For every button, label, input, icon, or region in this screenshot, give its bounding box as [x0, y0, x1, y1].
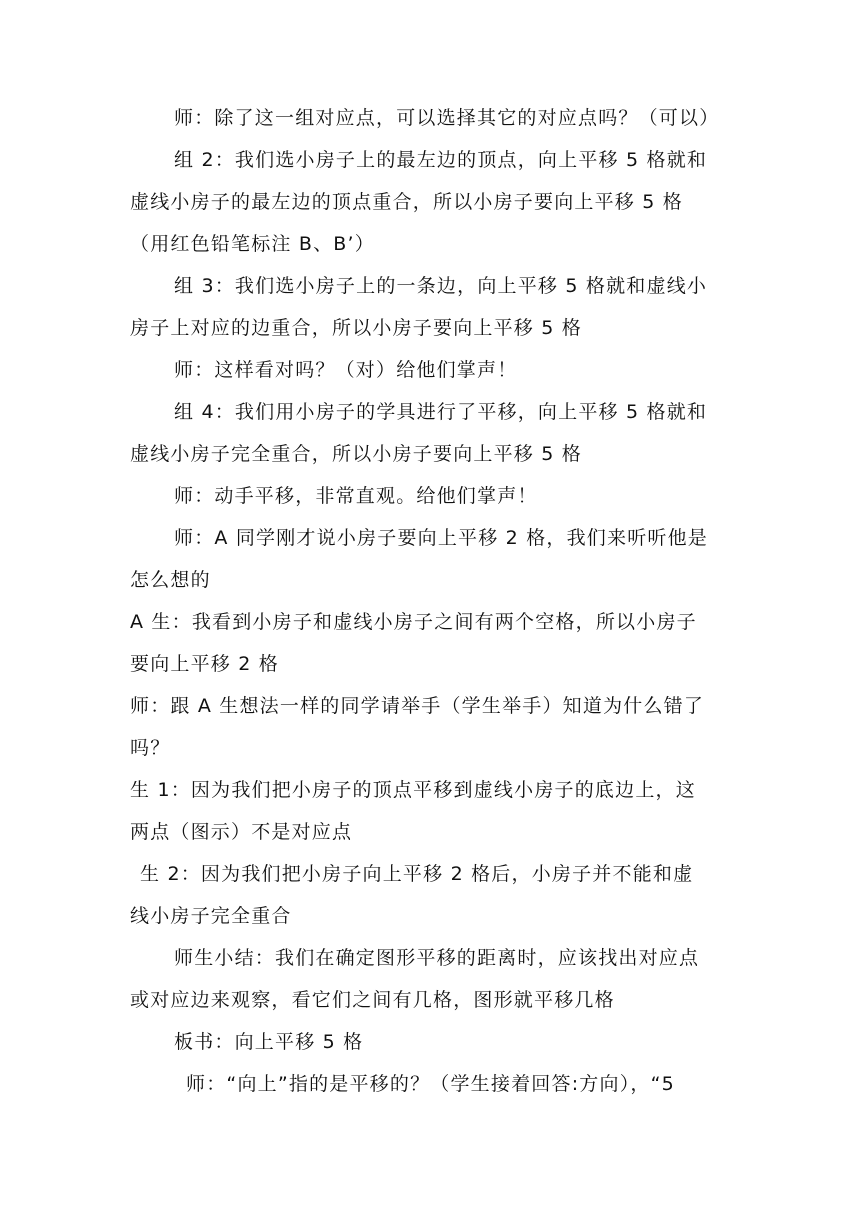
text-line-18: 两点（图示）不是对应点	[130, 821, 353, 843]
text-line-9: 虚线小房子完全重合，所以小房子要向上平移 5 格	[130, 443, 582, 465]
text-line-12: 怎么想的	[130, 569, 211, 591]
text-line-14: 要向上平移 2 格	[130, 653, 279, 675]
text-line-19: 生 2：因为我们把小房子向上平移 2 格后，小房子并不能和虚	[140, 863, 694, 885]
text-line-23: 板书：向上平移 5 格	[174, 1031, 364, 1053]
text-line-4: （用红色铅笔标注 B、B’）	[130, 233, 375, 255]
text-line-1: 师：除了这一组对应点，可以选择其它的对应点吗？（可以）	[174, 107, 720, 129]
text-line-24: 师：“向上”指的是平移的？（学生接着回答:方向），“5	[186, 1073, 675, 1095]
text-line-11: 师：A 同学刚才说小房子要向上平移 2 格，我们来听听他是	[174, 527, 709, 549]
text-line-2: 组 2：我们选小房子上的最左边的顶点，向上平移 5 格就和	[174, 149, 708, 171]
text-line-8: 组 4：我们用小房子的学具进行了平移，向上平移 5 格就和	[174, 401, 708, 423]
text-line-16: 吗？	[130, 737, 171, 759]
text-line-5: 组 3：我们选小房子上的一条边，向上平移 5 格就和虚线小	[174, 275, 708, 297]
text-line-21: 师生小结：我们在确定图形平移的距离时，应该找出对应点	[174, 947, 700, 969]
text-line-17: 生 1：因为我们把小房子的顶点平移到虚线小房子的底边上，这	[130, 779, 696, 801]
text-line-10: 师：动手平移，非常直观。给他们掌声！	[174, 485, 538, 507]
text-line-3: 虚线小房子的最左边的顶点重合，所以小房子要向上平移 5 格	[130, 191, 683, 213]
text-line-7: 师：这样看对吗？（对）给他们掌声！	[174, 359, 518, 381]
text-line-22: 或对应边来观察，看它们之间有几格，图形就平移几格	[130, 989, 615, 1011]
text-line-13: A 生：我看到小房子和虚线小房子之间有两个空格，所以小房子	[130, 611, 697, 633]
text-line-20: 线小房子完全重合	[130, 905, 292, 927]
text-line-6: 房子上对应的边重合，所以小房子要向上平移 5 格	[130, 317, 582, 339]
text-line-15: 师：跟 A 生想法一样的同学请举手（学生举手）知道为什么错了	[130, 695, 705, 717]
